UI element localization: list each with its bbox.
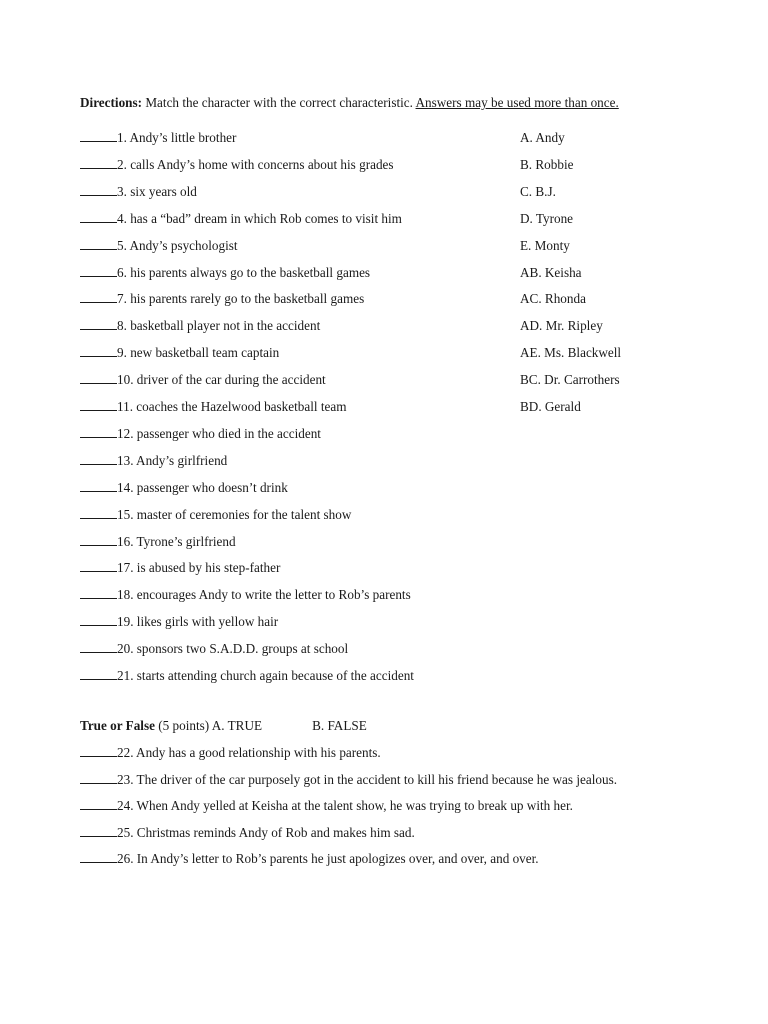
item-text: coaches the Hazelwood basketball team xyxy=(133,399,347,414)
item-number: 21. xyxy=(117,668,134,683)
matching-item xyxy=(80,345,279,361)
item-text: Tyrone’s girlfriend xyxy=(133,533,236,549)
item-number: 14. xyxy=(117,479,134,495)
item-number: 22. xyxy=(117,745,134,760)
item-text: The driver of the car purposely got in the accident to kill his friend because he was jealous. xyxy=(133,771,617,787)
answer-blank[interactable] xyxy=(80,560,117,572)
item-text: Christmas reminds Andy of Rob and makes him sad. xyxy=(133,824,415,840)
item-text: his parents rarely go to the basketball games xyxy=(126,291,365,307)
answer-blank[interactable] xyxy=(80,291,117,303)
matching-item xyxy=(80,399,346,415)
item-number: 15. xyxy=(117,506,134,522)
item-text: new basketball team captain xyxy=(126,345,280,361)
matching-item xyxy=(80,560,280,576)
item-text: encourages Andy to write the letter to Rob’s parents xyxy=(133,587,411,603)
true-false-item xyxy=(80,745,381,761)
item-text: master of ceremonies for the talent show xyxy=(133,506,352,522)
item-text: passenger who died in the accident xyxy=(133,425,321,441)
matching-item xyxy=(80,480,288,496)
answer-blank[interactable] xyxy=(80,825,117,837)
true-false-item xyxy=(80,825,415,841)
item-text: is abused by his step-father xyxy=(133,560,281,576)
item-number: 19. xyxy=(117,614,134,630)
answer-blank[interactable] xyxy=(80,772,117,784)
item-number: 11. xyxy=(117,399,133,414)
matching-item xyxy=(80,372,326,388)
item-number: 4. xyxy=(117,210,127,226)
true-false-label: True or False xyxy=(80,718,155,733)
item-number: 17. xyxy=(117,560,134,576)
matching-item xyxy=(80,668,414,684)
choice-item: AB. Keisha xyxy=(520,264,582,280)
item-text: six years old xyxy=(126,183,197,199)
choice-item: C. B.J. xyxy=(520,183,556,199)
item-text: sponsors two S.A.D.D. groups at school xyxy=(133,641,349,657)
true-false-option-b: B. FALSE xyxy=(312,718,367,733)
matching-item xyxy=(80,587,411,603)
answer-blank[interactable] xyxy=(80,426,117,438)
answer-blank[interactable] xyxy=(80,453,117,465)
answer-blank[interactable] xyxy=(80,345,117,357)
true-false-heading xyxy=(80,718,367,734)
item-number: 1. xyxy=(117,130,127,145)
true-false-points: (5 points) A. TRUE xyxy=(154,718,263,733)
matching-item xyxy=(80,291,364,307)
answer-blank[interactable] xyxy=(80,372,117,384)
matching-item xyxy=(80,507,351,523)
item-number: 25. xyxy=(117,824,134,840)
directions-note: Answers may be used more than once. xyxy=(415,95,619,110)
matching-item xyxy=(80,130,236,146)
item-number: 2. xyxy=(117,156,127,172)
matching-item xyxy=(80,614,278,630)
choice-item: AC. Rhonda xyxy=(520,291,586,307)
answer-blank[interactable] xyxy=(80,318,117,330)
item-number: 6. xyxy=(117,264,127,280)
choice-item: AE. Ms. Blackwell xyxy=(520,345,622,361)
matching-item xyxy=(80,184,197,200)
item-number: 18. xyxy=(117,587,134,603)
answer-blank[interactable] xyxy=(80,184,117,196)
choice-item: E. Monty xyxy=(520,237,570,253)
matching-item xyxy=(80,453,227,469)
answer-blank[interactable] xyxy=(80,534,117,546)
answer-blank[interactable] xyxy=(80,507,117,519)
matching-item xyxy=(80,534,236,550)
item-text: Andy’s psychologist xyxy=(126,237,238,253)
matching-item xyxy=(80,265,370,281)
directions-label: Directions: xyxy=(80,95,143,110)
item-number: 24. xyxy=(117,798,134,814)
true-false-item xyxy=(80,798,573,814)
true-false-item xyxy=(80,851,539,867)
item-number: 7. xyxy=(117,291,127,307)
item-text: driver of the car during the accident xyxy=(133,372,326,388)
choice-item: D. Tyrone xyxy=(520,210,574,226)
choice-item: BD. Gerald xyxy=(520,399,581,414)
directions-text: Match the character with the correct characteristic. xyxy=(142,95,416,110)
answer-blank[interactable] xyxy=(80,211,117,223)
item-text: passenger who doesn’t drink xyxy=(133,479,288,495)
item-number: 16. xyxy=(117,533,134,549)
answer-blank[interactable] xyxy=(80,614,117,626)
item-text: basketball player not in the accident xyxy=(126,318,321,334)
item-text: likes girls with yellow hair xyxy=(133,614,279,630)
answer-blank[interactable] xyxy=(80,851,117,863)
item-text: calls Andy’s home with concerns about his grades xyxy=(126,156,394,172)
item-number: 8. xyxy=(117,318,127,334)
answer-blank[interactable] xyxy=(80,745,117,757)
answer-blank[interactable] xyxy=(80,157,117,169)
choice-item: AD. Mr. Ripley xyxy=(520,318,603,334)
answer-blank[interactable] xyxy=(80,668,117,680)
true-false-item xyxy=(80,772,617,788)
item-number: 13. xyxy=(117,452,134,468)
matching-item xyxy=(80,211,402,227)
item-text: When Andy yelled at Keisha at the talent show, he was trying to break up with her. xyxy=(133,798,573,814)
item-number: 10. xyxy=(117,372,134,388)
choice-item: A. Andy xyxy=(520,130,565,145)
item-text: has a “bad” dream in which Rob comes to visit him xyxy=(126,210,402,226)
answer-blank[interactable] xyxy=(80,641,117,653)
directions xyxy=(80,95,619,111)
item-number: 9. xyxy=(117,345,127,361)
answer-blank[interactable] xyxy=(80,480,117,492)
item-number: 23. xyxy=(117,771,134,787)
choice-item: BC. Dr. Carrothers xyxy=(520,372,620,388)
matching-item xyxy=(80,157,394,173)
matching-item xyxy=(80,318,320,334)
item-text: Andy’s little brother xyxy=(126,130,237,145)
item-number: 5. xyxy=(117,237,127,253)
item-text: Andy’s girlfriend xyxy=(133,452,228,468)
answer-blank[interactable] xyxy=(80,587,117,599)
answer-blank[interactable] xyxy=(80,399,117,411)
matching-item xyxy=(80,238,238,254)
choice-item: B. Robbie xyxy=(520,156,574,172)
item-text: Andy has a good relationship with his parents. xyxy=(133,745,381,760)
item-text: his parents always go to the basketball games xyxy=(126,264,371,280)
matching-item xyxy=(80,641,348,657)
item-number: 26. xyxy=(117,851,134,867)
item-number: 3. xyxy=(117,183,127,199)
item-number: 20. xyxy=(117,641,134,657)
answer-blank[interactable] xyxy=(80,238,117,250)
answer-blank[interactable] xyxy=(80,130,117,142)
answer-blank[interactable] xyxy=(80,265,117,277)
matching-item xyxy=(80,426,321,442)
item-number: 12. xyxy=(117,425,134,441)
answer-blank[interactable] xyxy=(80,798,117,810)
item-text: starts attending church again because of the accident xyxy=(133,668,414,683)
item-text: In Andy’s letter to Rob’s parents he just apologizes over, and over, and over. xyxy=(133,851,539,867)
